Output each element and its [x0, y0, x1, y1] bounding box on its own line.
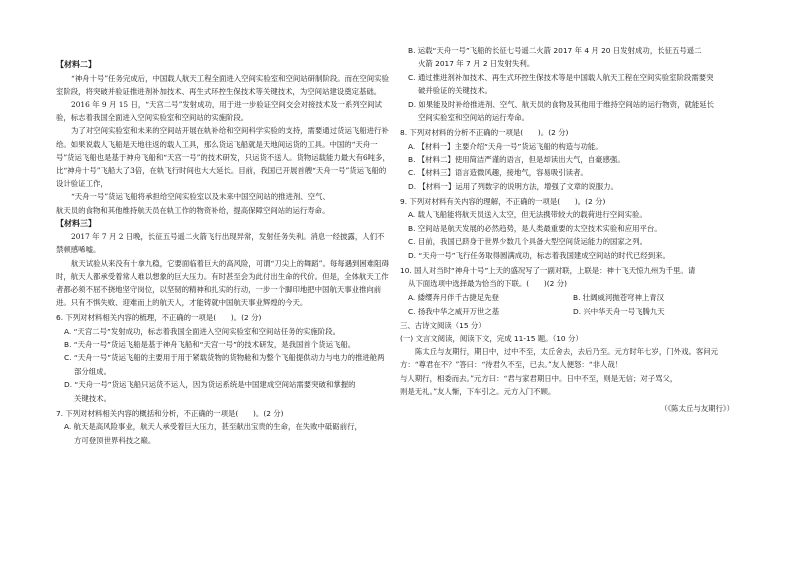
classical-text-paragraph-1: 陈太丘与友期行，期日中，过中不至，太丘舍去，去后乃至。元方时年七岁，门外戏。客问元方：“尊君在不？”答曰：“待君久不至，已去。”友人便怒：“非人哉！ — [400, 347, 719, 370]
question-10-cont: 从下面选项中选择最为恰当的下联。( )(2 分) — [408, 279, 568, 289]
question-9: 9. 下列对材料有关内容的理解，不正确的一项是( )。(2 分) — [400, 197, 606, 207]
section-3-heading: 三、古诗文阅读（15 分） — [400, 320, 486, 330]
question-10: 10. 国人对当时“神舟十号”上天的盛况写了一副对联，上联是：神十飞天惊九州为千里。请 — [400, 266, 696, 276]
q9-option-b: B. 空间站是航天发展的必然趋势，是人类最重要的太空技术实验和应用平台。 — [408, 223, 662, 233]
q7-option-c: C. 通过推进剂补加技术、再生式环控生保技术等是中国载人航天工程在空间实验室阶段需要突 — [408, 72, 714, 82]
question-6: 6. 下列对材料相关内容的梳理，不正确的一项是( )。(2 分) — [56, 313, 262, 323]
question-7: 7. 下列对材料相关内容的概括和分析，不正确的一项是( )。(2 分) — [56, 409, 284, 419]
q6-option-d: D. “天舟一号”货运飞船只运货不运人，因为货运系统是中国建成空间站需要突破和掌握的 — [64, 380, 356, 390]
material-2-heading: 【材料二】 — [56, 60, 96, 69]
q7-option-b-cont: 火箭 2017 年 7 月 2 日发射失利。 — [418, 59, 535, 69]
q7-option-d-cont: 空间实验室和空间站的运行寿命。 — [418, 113, 529, 123]
q9-option-c: C. 目前，我国已跻身于世界少数几个具备大型空间货运能力的国家之列。 — [408, 237, 647, 247]
q6-option-a: A. “天宫二号”发射成功，标志着我国全面进入空间实验室和空间站任务的实施阶段。 — [64, 326, 340, 336]
classical-text-source: （《陈太丘与友期行》） — [660, 403, 734, 413]
material-2-paragraph-5: 航天员的食物和其他维持航天员在轨工作的物资补给，提高保障空间站的运行寿命。 — [56, 205, 330, 215]
right-column — [400, 44, 738, 423]
classical-text-paragraph-2: 与人期行，相委而去。”元方曰：“君与家君期日中。日中不至，则是无信；对子骂父， — [400, 373, 678, 383]
q6-option-c-cont: 部分组成。 — [74, 366, 111, 376]
q9-option-d: D. “天舟一号”飞行任务取得圆满成功，标志着我国建成空间站的时代已经到来。 — [408, 250, 670, 260]
q10-options-row-2 — [400, 305, 738, 319]
q8-option-b: B. 【材料二】使用简洁严谨的语言，但是却读出大气，自豪感强。 — [408, 155, 625, 165]
material-2-paragraph-4: “天舟一号”货运飞船将承担给空间实验室以及未来中国空间站的推进剂、空气、 — [71, 192, 330, 202]
q10-options-row-1 — [400, 291, 738, 305]
q7-option-d: D. 如果能及时补给推进剂、空气、航天员的食物及其他用于维持空间站的运行物资，就能延长 — [408, 99, 715, 109]
q10-option-a: A. 緌缨奔月伴千古捷足先登 — [408, 292, 499, 302]
q8-option-d: D. 【材料一】运用了列数字的说明方法，增强了文章的说服力。 — [408, 181, 618, 191]
q10-option-d: D. 兴中华天舟一号飞腾九天 — [573, 306, 665, 316]
q6-option-d-cont: 关键技术。 — [74, 393, 111, 403]
q8-option-c: C. 【材料三】语言造微风趣，接地气，容易吸引读者。 — [408, 168, 588, 178]
material-3-heading: 【材料三】 — [56, 218, 96, 228]
q6-option-c: C. “天舟一号”货运飞船的主要用于用于紧载货物的货物舱和为整个飞船提供动力与电力的推进舱两 — [64, 353, 385, 363]
q7-option-a-cont: 方可登顶世界科技之巅。 — [74, 435, 156, 445]
material-3-paragraph-2: 航天试验从来没有十拿九稳，它要面临着巨大的高风险，可谓“刀尖上的舞蹈”。每每遇到困难阻碍时，航天人都承受着常人难以想象的巨大压力。有时甚至会为此付出生命的代价。但是，全体航天工作者都必须不屈不挠地坚守岗位，以坚韧的精神和扎实的行动，一步一个脚印地把中国航天事业推向前进。只有不惧失败、迎难而上的航天人，才能铸就中国航天事业辉煌的今天。 — [56, 258, 389, 308]
q8-option-a: A. 【材料一】主要介绍“天舟一号”货运飞船的构造与功能。 — [408, 141, 603, 151]
q10-option-c: C. 扬我中华之威开万世之基 — [408, 306, 500, 316]
section-3-1-heading: (一) 文言文阅读，阅读下文，完成 11-15 题。（10 分） — [400, 333, 583, 343]
material-2-paragraph-3: 为了对空间实验室和未来的空间站开展在轨补给和空间科学实验的支持，需要通过货运飞船进行补给。如果说载人飞船是天地往返的载人工具，那么货运飞船就是天地间运货的工具。中国的“天舟一号”货运飞船也是基于神舟飞船和“天宫一号”的技术研发，只运货不送人。货物运载能力最大有6吨多，比“神舟十号”飞船大了3倍，在轨飞行时间也大大延长。目前，我国已开展首艘“天舟一号”货运飞船的设计验证工作， — [56, 126, 390, 189]
left-column — [56, 58, 390, 447]
material-2-paragraph-1: “神舟十号”任务完成后，中国载人航天工程全面进入空间实验室和空间站研制阶段。而在空间实验室阶段，将突破并验证推进剂补加技术、再生式环控生保技术等关键技术，为空间站建设奠定基础。 — [56, 73, 389, 96]
q7-option-c-cont: 破并验证的关键技术。 — [418, 86, 492, 96]
q7-option-a: A. 航天是高风险事业，航天人承受着巨大压力，甚至献出宝贵的生命，在失败中砥砺前行， — [64, 422, 362, 432]
q7-option-b: B. 运载“天舟一号”飞船的长征七号遥二火箭 2017 年 4 月 20 日发射成功，长征五号遥二 — [408, 46, 702, 55]
material-3-paragraph-1: 2017 年 7 月 2 日晚，长征五号遥二火箭飞行出现异常，发射任务失利。消息一经披露，人们不禁顿感唏嘘。 — [56, 232, 385, 255]
classical-text-paragraph-3: 则是无礼。”友人惭，下车引之。元方入门不顾。 — [400, 386, 556, 396]
q6-option-b: B. “天舟一号”货运飞船是基于神舟飞船和“天宫一号”的技术研发，是我国首个货运飞船。 — [64, 340, 356, 350]
q10-option-b: B. 壮阔威河抛苍穹神上青汉 — [573, 292, 665, 302]
question-8: 8. 下列对材料的分析不正确的一项是( )。(2 分) — [400, 128, 569, 138]
material-2-paragraph-2: 2016 年 9 月 15 日，“天宫二号”发射成功，用于进一步验证空间交会对接技术及一系列空间试验，标志着我国全面进入空间实验室和空间站的实施阶段。 — [56, 99, 382, 123]
q9-option-a: A. 载人飞船能将航天员送入太空，但无法携带较大的载荷进行空间实验。 — [408, 210, 647, 220]
